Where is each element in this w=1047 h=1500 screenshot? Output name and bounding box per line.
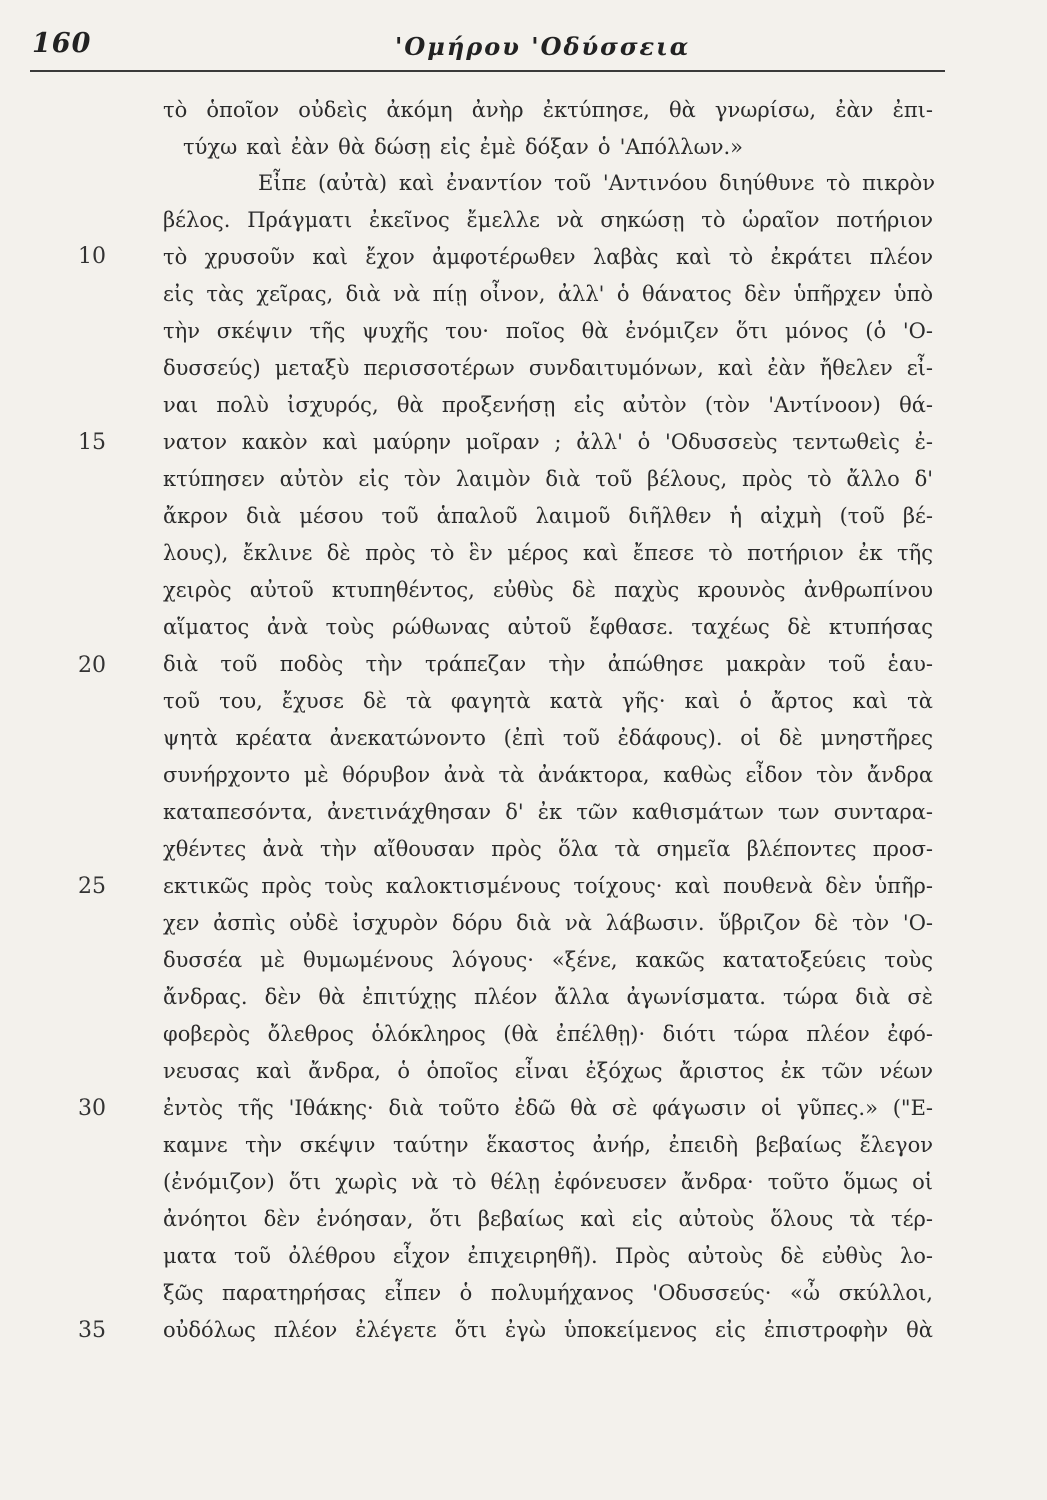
text-line: νευσας καὶ ἄνδρα, ὁ ὁποῖος εἶναι ἐξόχως ἄριστος ἐκ τῶν νέων bbox=[163, 1059, 933, 1083]
text-line: εἰς τὰς χεῖρας, διὰ νὰ πίῃ οἶνον, ἀλλ' ὁ θάνατος δὲν ὑπῆρχεν ὑπὸ bbox=[163, 282, 933, 306]
text-line: νατον κακὸν καὶ μαύρην μοῖραν ; ἀλλ' ὁ 'Οδυσσεὺς τεντωθεὶς ἐ- bbox=[163, 430, 933, 454]
text-line: ἐντὸς τῆς 'Ιθάκης· διὰ τοῦτο ἐδῶ θὰ σὲ φάγωσιν οἱ γῦπες.» ("Ε- bbox=[163, 1096, 933, 1120]
page-number: 160 bbox=[32, 28, 92, 59]
text-line: οὐδόλως πλέον ἐλέγετε ὅτι ἐγὼ ὑποκείμενος εἰς ἐπιστροφὴν θὰ bbox=[163, 1318, 933, 1342]
text-line: ἄνδρας. δὲν θὰ ἐπιτύχῃς πλέον ἄλλα ἀγωνίσματα. τώρα διὰ σὲ bbox=[163, 985, 933, 1009]
line-number-10: 10 bbox=[78, 244, 106, 269]
text-line: συνήρχοντο μὲ θόρυβον ἀνὰ τὰ ἀνάκτορα, καθὼς εἶδον τὸν ἄνδρα bbox=[163, 763, 933, 787]
text-line: (ἐνόμιζον) ὅτι χωρὶς νὰ τὸ θέλῃ ἐφόνευσεν ἄνδρα· τοῦτο ὅμως οἱ bbox=[163, 1170, 933, 1194]
text-line: ἀνόητοι δὲν ἐνόησαν, ὅτι βεβαίως καὶ εἰς αὐτοὺς ὅλους τὰ τέρ- bbox=[163, 1207, 933, 1231]
text-line: κτύπησεν αὐτὸν εἰς τὸν λαιμὸν διὰ τοῦ βέλους, πρὸς τὸ ἄλλο δ' bbox=[163, 467, 933, 491]
text-line: φοβερὸς ὄλεθρος ὁλόκληρος (θὰ ἐπέλθῃ)· διότι τώρα πλέον ἐφό- bbox=[163, 1022, 933, 1046]
text-line: ψητὰ κρέατα ἀνεκατώνοντο (ἐπὶ τοῦ ἐδάφους). οἱ δὲ μνηστῆρες bbox=[163, 726, 933, 750]
text-line: ἄκρον διὰ μέσου τοῦ ἁπαλοῦ λαιμοῦ διῆλθεν ἡ αἰχμὴ (τοῦ βέ- bbox=[163, 504, 933, 528]
text-line: τοῦ του, ἔχυσε δὲ τὰ φαγητὰ κατὰ γῆς· καὶ ὁ ἄρτος καὶ τὰ bbox=[163, 689, 933, 713]
text-line: δυσσέα μὲ θυμωμένους λόγους· «ξένε, κακῶς κατατοξεύεις τοὺς bbox=[163, 948, 933, 972]
text-line: καταπεσόντα, ἀνετινάχθησαν δ' ἐκ τῶν καθισμάτων των συνταρα- bbox=[163, 800, 933, 824]
text-line: Εἶπε (αὐτὰ) καὶ ἐναντίον τοῦ 'Αντινόου διηύθυνε τὸ πικρὸν bbox=[258, 171, 935, 195]
text-line bbox=[163, 1350, 933, 1384]
text-line: καμνε τὴν σκέψιν ταύτην ἕκαστος ἀνήρ, ἐπειδὴ βεβαίως ἔλεγον bbox=[163, 1133, 933, 1157]
text-line: τὴν σκέψιν τῆς ψυχῆς του· ποῖος θὰ ἐνόμιζεν ὅτι μόνος (ὁ 'Ο- bbox=[163, 319, 933, 343]
text-line: τὸ χρυσοῦν καὶ ἔχον ἀμφοτέρωθεν λαβὰς καὶ τὸ ἐκράτει πλέον bbox=[163, 245, 933, 269]
text-line: χθέντες ἀνὰ τὴν αἴθουσαν πρὸς ὅλα τὰ σημεῖα βλέποντες προσ- bbox=[163, 837, 933, 861]
text-line: διὰ τοῦ ποδὸς τὴν τράπεζαν τὴν ἀπώθησε μακρὰν τοῦ ἑαυ- bbox=[163, 652, 933, 676]
text-line: τὸ ὁποῖον οὐδεὶς ἀκόμη ἀνὴρ ἐκτύπησε, θὰ γνωρίσω, ἐὰν ἐπι- bbox=[163, 98, 933, 122]
text-line: χειρὸς αὐτοῦ κτυπηθέντος, εὐθὺς δὲ παχὺς κρουνὸς ἀνθρωπίνου bbox=[163, 578, 933, 602]
text-line: εκτικῶς πρὸς τοὺς καλοκτισμένους τοίχους· καὶ πουθενὰ δὲν ὑπῆρ- bbox=[163, 874, 933, 898]
text-line: λους), ἔκλινε δὲ πρὸς τὸ ἓν μέρος καὶ ἔπεσε τὸ ποτήριον ἐκ τῆς bbox=[163, 541, 933, 565]
running-title: 'Ομήρου 'Οδύσσεια bbox=[395, 32, 691, 61]
text-line: αἵματος ἀνὰ τοὺς ρώθωνας αὐτοῦ ἔφθασε. ταχέως δὲ κτυπήσας bbox=[163, 615, 933, 639]
line-number-35: 35 bbox=[78, 1318, 106, 1343]
text-line: δυσσεύς) μεταξὺ περισσοτέρων συνδαιτυμόνων, καὶ ἐὰν ἤθελεν εἶ- bbox=[163, 356, 933, 380]
text-line: ματα τοῦ ὀλέθρου εἶχον ἐπιχειρηθῆ). Πρὸς αὐτοὺς δὲ εὐθὺς λο- bbox=[163, 1244, 933, 1268]
line-number-30: 30 bbox=[78, 1096, 106, 1121]
text-line: βέλος. Πράγματι ἐκεῖνος ἔμελλε νὰ σηκώσῃ τὸ ὡραῖον ποτήριον bbox=[163, 208, 933, 232]
line-number-20: 20 bbox=[78, 653, 106, 678]
text-line: ναι πολὺ ἰσχυρός, θὰ προξενήσῃ εἰς αὐτὸν (τὸν 'Αντίνοον) θά- bbox=[163, 393, 933, 417]
text-line: χεν ἀσπὶς οὐδὲ ἰσχυρὸν δόρυ διὰ νὰ λάβωσιν. ὕβριζον δὲ τὸν 'Ο- bbox=[163, 911, 933, 935]
text-line: ξῶς παρατηρήσας εἶπεν ὁ πολυμήχανος 'Οδυσσεύς· «ὦ σκύλλοι, bbox=[163, 1281, 933, 1305]
line-number-25: 25 bbox=[78, 874, 106, 899]
text-line: τύχω καὶ ἐὰν θὰ δώσῃ εἰς ἐμὲ δόξαν ὁ 'Απόλλων.» bbox=[183, 135, 743, 159]
line-number-15: 15 bbox=[78, 430, 106, 455]
